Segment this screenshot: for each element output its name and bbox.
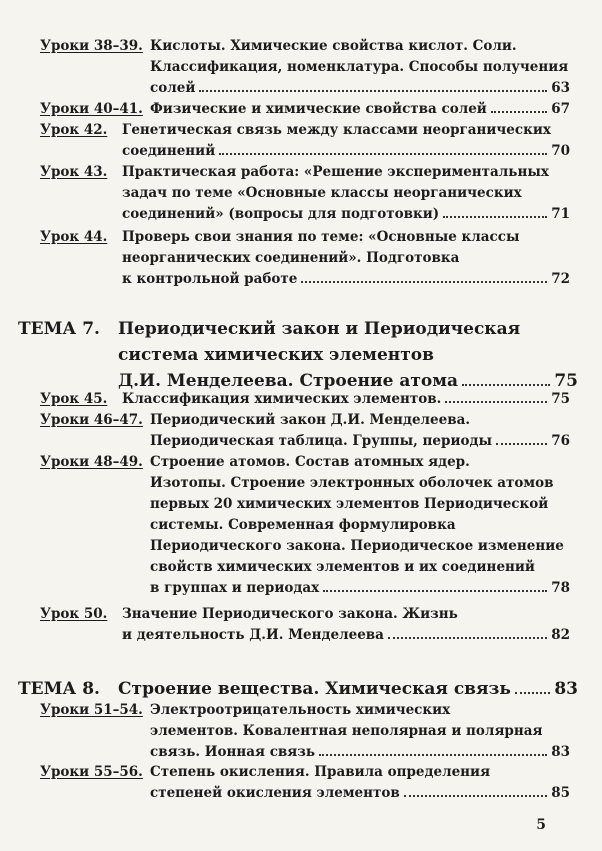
toc-line (40, 536, 570, 557)
toc-last-line (150, 78, 570, 99)
toc-line (40, 248, 570, 269)
toc-line (40, 700, 570, 721)
lesson-label: Урок 45. (40, 391, 108, 407)
toc-line (40, 783, 570, 804)
toc-last-line (122, 204, 570, 225)
toc-line (18, 676, 578, 702)
toc-line (40, 515, 570, 536)
entry-title-line: Д.И. Менделеева. Строение атома (118, 371, 458, 391)
toc-entry (40, 410, 570, 452)
leader-dots (496, 443, 547, 445)
leader-dots (388, 637, 547, 639)
lesson-label: Урок 43. (40, 164, 108, 180)
leader-dots (443, 216, 547, 218)
lesson-label: Уроки 46–47. (40, 412, 143, 428)
entry-title-line: элементов. Ковалентная неполярная и полярная (150, 723, 543, 739)
toc-line (40, 120, 570, 141)
lesson-label: Урок 50. (40, 606, 108, 622)
page-ref: 70 (551, 143, 570, 159)
lesson-label: Уроки 38–39. (40, 38, 143, 54)
toc-line (40, 431, 570, 452)
toc-last-line (122, 389, 570, 410)
entry-title-line: Строение атомов. Состав атомных ядер. (150, 454, 470, 470)
toc-line (40, 452, 570, 473)
toc-line (40, 162, 570, 183)
toc-entry (40, 162, 570, 225)
page-ref: 82 (551, 627, 570, 643)
toc-entry (40, 120, 570, 162)
lesson-label: Уроки 55–56. (40, 764, 143, 780)
leader-dots (491, 111, 547, 113)
page-ref: 75 (551, 391, 570, 407)
lesson-label: Урок 42. (40, 122, 108, 138)
page-number: 5 (536, 817, 546, 833)
entry-title-line: Электроотрицательность химических (150, 702, 451, 718)
entry-title-line: первых 20 химических элементов Периодической (150, 496, 549, 512)
leader-dots (199, 90, 547, 92)
toc-last-line (150, 99, 570, 120)
toc-line (40, 99, 570, 120)
entry-title-line: Периодического закона. Периодическое изменение (150, 538, 564, 554)
toc-theme (18, 316, 578, 394)
theme-label: ТЕМА 8. (18, 679, 100, 699)
entry-title-line: Степень окисления. Правила определения (150, 764, 491, 780)
toc-last-line (118, 676, 578, 702)
lesson-label: Уроки 48–49. (40, 454, 143, 470)
entry-title-line: Практическая работа: «Решение экспериментальных (122, 164, 549, 180)
leader-dots (301, 281, 547, 283)
toc-last-line (122, 625, 570, 646)
toc-entry (40, 700, 570, 763)
entry-title-line: степеней окисления элементов (150, 785, 400, 801)
entry-title-line: свойств химических элементов и их соединений (150, 559, 535, 575)
toc-line (40, 557, 570, 578)
entry-title-line: система химических элементов (118, 345, 434, 365)
toc-entry (40, 227, 570, 290)
toc-line (40, 410, 570, 431)
toc-last-line (122, 141, 570, 162)
entry-title-line: системы. Современная формулировка (150, 517, 456, 533)
leader-dots (445, 401, 547, 403)
entry-title-line: Периодический закон Д.И. Менделеева. (150, 412, 471, 428)
toc-line (40, 141, 570, 162)
page-ref: 63 (551, 80, 570, 96)
entry-title-line: к контрольной работе (122, 271, 298, 287)
toc-last-line (150, 742, 570, 763)
toc-line (40, 78, 570, 99)
toc-line (40, 494, 570, 515)
page-ref: 78 (551, 580, 570, 596)
toc-line (40, 269, 570, 290)
lesson-label: Урок 44. (40, 229, 108, 245)
toc-line (40, 183, 570, 204)
lesson-label: Уроки 51–54. (40, 702, 143, 718)
toc-entry (40, 452, 570, 599)
toc-line (40, 604, 570, 625)
toc-entry (40, 99, 570, 120)
entry-title-line: Периодический закон и Периодическая (118, 319, 521, 339)
entry-title-line: Периодическая таблица. Группы, периоды (150, 433, 492, 449)
leader-dots (319, 754, 547, 756)
entry-title-line: Физические и химические свойства солей (150, 101, 487, 117)
entry-title-line: задач по теме «Основные классы неорганических (122, 185, 522, 201)
toc-line (40, 578, 570, 599)
entry-title-line: Классификация, номенклатура. Способы получения (150, 59, 569, 75)
leader-dots (219, 153, 547, 155)
toc-line (40, 389, 570, 410)
toc-entry (40, 389, 570, 410)
toc-entry (40, 36, 570, 99)
page-ref: 75 (554, 371, 578, 391)
entry-title-line: связь. Ионная связь (150, 744, 316, 760)
page-ref: 67 (551, 101, 570, 117)
leader-dots (515, 692, 550, 694)
page-ref: 83 (554, 679, 578, 699)
toc-line (40, 204, 570, 225)
entry-title-line: Классификация химических элементов. (122, 391, 442, 407)
leader-dots (462, 384, 550, 386)
toc-line (18, 316, 578, 342)
page-ref: 83 (551, 744, 570, 760)
page-ref: 85 (551, 785, 570, 801)
toc-line (40, 762, 570, 783)
toc-line (40, 473, 570, 494)
toc-line (40, 227, 570, 248)
toc-line (18, 342, 578, 368)
entry-title-line: Кислоты. Химические свойства кислот. Соли. (150, 38, 517, 54)
toc-last-line (150, 431, 570, 452)
toc-line (40, 36, 570, 57)
toc-entry (40, 604, 570, 646)
toc-theme (18, 676, 578, 702)
toc-line (40, 57, 570, 78)
entry-title-line: Проверь свои знания по теме: «Основные классы (122, 229, 520, 245)
leader-dots (323, 590, 547, 592)
toc-last-line (150, 783, 570, 804)
toc-entry (40, 762, 570, 804)
toc-last-line (150, 578, 570, 599)
entry-title-line: Изотопы. Строение электронных оболочек атомов (150, 475, 554, 491)
entry-title-line: в группах и периодах (150, 580, 320, 596)
page-ref: 72 (551, 271, 570, 287)
lesson-label: Уроки 40–41. (40, 101, 143, 117)
entry-title-line: Строение вещества. Химическая связь (118, 679, 511, 699)
leader-dots (404, 795, 547, 797)
page-ref: 71 (551, 206, 570, 222)
entry-title-line: Значение Периодического закона. Жизнь (122, 606, 458, 622)
toc-line (40, 625, 570, 646)
toc-last-line (122, 269, 570, 290)
entry-title-line: соединений (122, 143, 216, 159)
entry-title-line: и деятельность Д.И. Менделеева (122, 627, 384, 643)
toc-line (40, 721, 570, 742)
entry-title-line: Генетическая связь между классами неорганических (122, 122, 551, 138)
page-ref: 76 (551, 433, 570, 449)
toc-line (40, 742, 570, 763)
entry-title-line: солей (150, 80, 196, 96)
entry-title-line: неорганических соединений». Подготовка (122, 250, 460, 266)
theme-label: ТЕМА 7. (18, 319, 100, 339)
entry-title-line: соединений» (вопросы для подготовки) (122, 206, 440, 222)
